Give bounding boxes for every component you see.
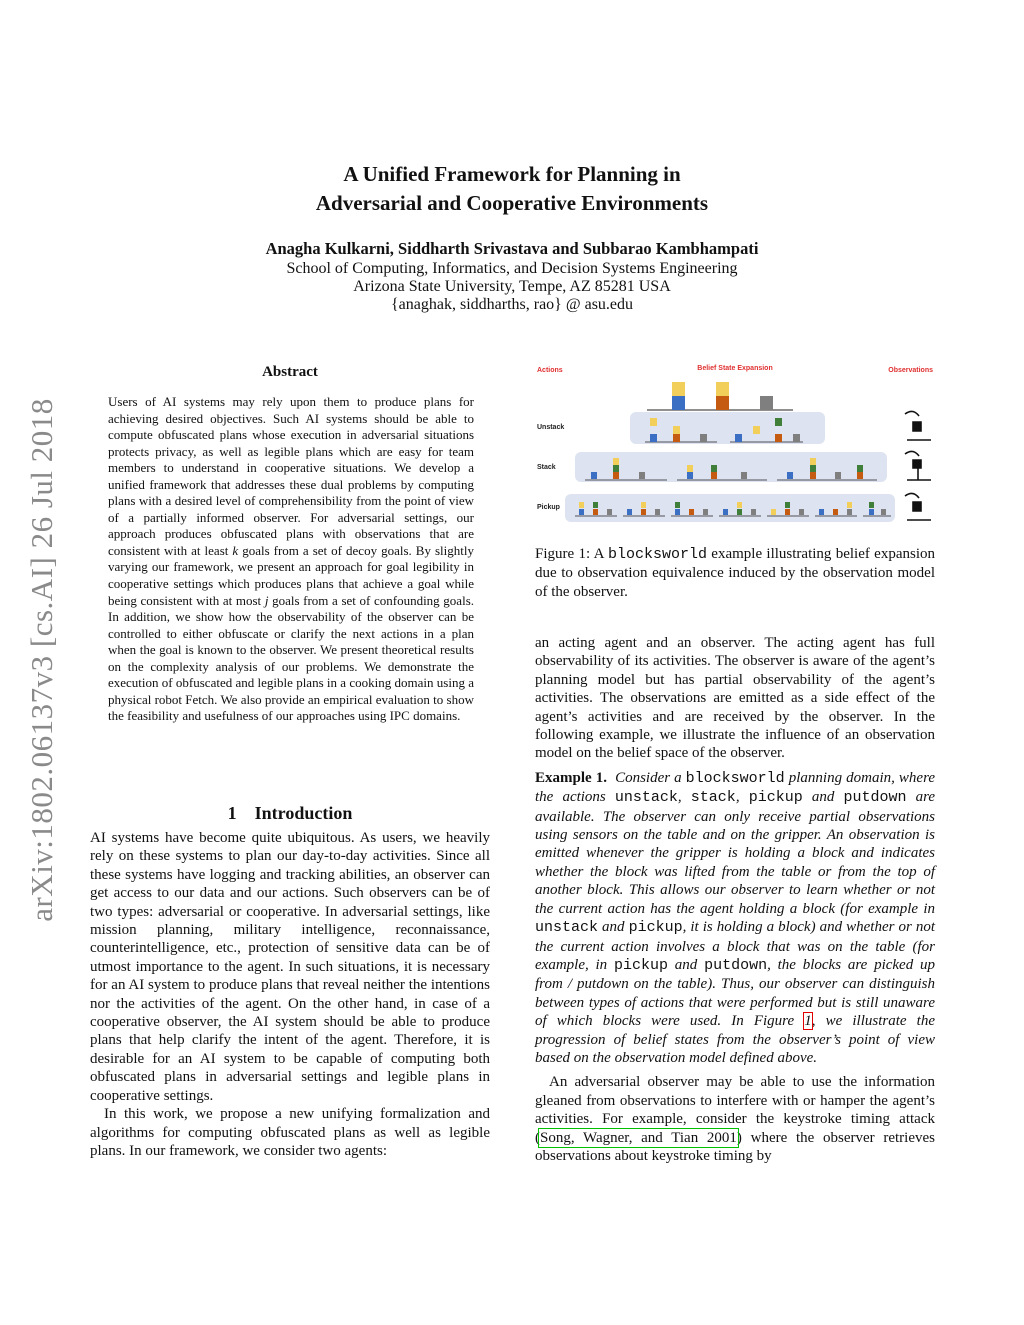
author-university: Arizona State University, Tempe, AZ 85281 USA — [353, 278, 671, 295]
section-heading-introduction — [90, 803, 490, 824]
ex-text-9: and — [667, 956, 705, 973]
belief-band-pickup — [565, 494, 895, 522]
ex-code-7: pickup — [628, 919, 683, 937]
abstract-body — [108, 394, 474, 725]
label-observations: Observations — [888, 367, 933, 374]
caption-code: blocksworld — [607, 546, 707, 563]
ex-code-2: unstack — [614, 789, 678, 807]
title-line-2: Adversarial and Cooperative Environments — [315, 191, 709, 215]
paper-title — [0, 160, 1024, 218]
author-block — [0, 240, 1024, 314]
caption-text-2: example illustrating belief expansion due to observation equivalence induced by the observation model of the observer. — [535, 546, 935, 600]
ex-text-5: and — [802, 789, 844, 806]
caption-text-1: Figure 1: A — [535, 546, 608, 562]
ex-text-7: and — [598, 919, 629, 936]
abstract-k: k — [232, 542, 239, 558]
ex-code-9: putdown — [704, 956, 768, 974]
arxiv-stamp — [22, 380, 62, 940]
abstract-text-2: goals from a set of decoy goals. By slightly varying our framework, we present an approach for goal legibility in cooperative settings which produces plans that achieve a goal while being consistent with at most — [108, 542, 474, 608]
right-paragraph-1: an acting agent and an observer. The acting agent has full observability of its activities. The observer is aware of the agent’s planning model but has partial observability of the agent’s activities. The observations are emitted as a side effect of the agent’s activities and are received by the observer. In the following example, we illustrate the influence of an observation model on the belief space of the observer. — [535, 635, 935, 762]
ex-code-1: blocksworld — [685, 769, 785, 787]
ex-text-10: , the blocks are picked up from / putdown on the table). Thus, our observer can distinguish between types of actions that were performed but is still unaware of which blocks were used. In Figure — [535, 956, 935, 1030]
ex-code-4: pickup — [748, 789, 803, 807]
row-label-pickup: Pickup — [537, 504, 560, 511]
ex-text-6: are available. The observer can only receive partial observations using sensors on the table and on the gripper. An observation is emitted whenever the gripper is holding a block and indicates whether the block was lifted from the table or from the top of another block. This allows our observer to learn whether or not the current action has the agent holding a block (for example in — [535, 789, 936, 917]
author-names: Anagha Kulkarni, Siddharth Srivastava and Subbarao Kambhampati — [265, 239, 759, 258]
abstract-text-1: Users of AI systems may rely upon them to produce plans for achieving desired objectives. Such AI systems should be able to compute obfuscated plans whose execution in adversarial situations protects privacy, as well as legible plans which are easy for team members to understand in cooperative situations. We develop a unified framework that addresses these dual problems by computing plans with a desired level of comprehensibility from the point of view of a partially informed observer. For adversarial settings, our approach produces obfuscated plans with observations that are consistent with at least — [108, 394, 474, 558]
abstract-text-3: goals from a set of confounding goals. In addition, we show how the observability of the observer can be controlled to either obfuscate or clarify the next actions in a plan when the goal is known to the observer. We present theoretical results on the complexity analysis of our problems. We demonstrate the execution of obfuscated and legible plans in a cooking domain using a physical robot Fetch. We also provide an empirical evaluation to show the feasibility and usefulness of our approaches using IPC domains. — [108, 592, 475, 724]
section-number: 1 — [227, 803, 237, 823]
abstract-heading: Abstract — [262, 364, 318, 380]
ex-code-3: stack — [690, 789, 736, 807]
intro-body — [90, 829, 490, 1160]
ex-code-8: pickup — [613, 956, 668, 974]
author-dept: School of Computing, Informatics, and Decision Systems Engineering — [286, 260, 738, 277]
belief-band-stack — [575, 452, 887, 482]
right-paragraph-3 — [535, 1073, 935, 1165]
label-actions: Actions — [537, 367, 563, 374]
p3-text-2: ) where the observer retrieves observations about keystroke timing by — [535, 1129, 935, 1164]
ex-code-6: unstack — [535, 919, 599, 937]
p3-text-1: An adversarial observer may be able to use the information gleaned from observations to interfere with or hamper the agent’s activities. For example, consider the keystroke timing attack ( — [535, 1074, 935, 1146]
label-belief-expansion: Belief State Expansion — [697, 365, 773, 372]
row-label-unstack: Unstack — [537, 424, 565, 431]
ex-text-2: planning domain, where the actions — [535, 769, 936, 806]
example-label: Example 1. — [535, 769, 607, 786]
figure-1-caption — [535, 545, 935, 601]
right-column-body — [535, 634, 935, 1165]
abstract-j: j — [264, 592, 269, 608]
belief-band-unstack — [630, 412, 825, 444]
ex-code-5: putdown — [843, 789, 907, 807]
intro-paragraph-1: AI systems have become quite ubiquitous. As users, we heavily rely on these systems to plan our day-to-day activities. Since all these systems have logging and tracking abilities, an observer can get access to our data and our actions. Such observers can be of two types: adversarial or cooperative. In adversarial settings, like mission planning, military intelligence, reconnaissance, counterintelligence, etc., protection of sensitive data can be of utmost importance to the agent. In such situations, it is necessary for an AI system to produce plans that reveal neither the intentions nor the activities of the agent. On the other hand, in case of a cooperative observer, the AI system should be able to produce plans that help clarify the intent of the agent. Therefore, it is desirable for an AI system to be capable of computing both obfuscated plans in adversarial settings and legible plans in cooperative settings. — [90, 830, 490, 1104]
ex-text-4: , — [735, 789, 749, 806]
author-email: {anaghak, siddharths, rao} @ asu.edu — [390, 296, 634, 313]
ex-text-3: , — [677, 789, 691, 806]
figure-1-belief-expansion — [535, 356, 935, 526]
example-1 — [535, 769, 935, 1068]
intro-paragraph-2: In this work, we propose a new unifying formalization and algorithms for computing obfuscated plans as well as legible plans. In our framework, we consider two agents: — [90, 1106, 490, 1159]
title-line-1: A Unified Framework for Planning in — [343, 162, 681, 186]
arxiv-id: arXiv:1802.06137v3 [cs.AI] 26 Jul 2018 — [24, 398, 59, 922]
ex-text-11: , we illustrate the progression of belief states from the observer’s point of view based on the observation model defined above. — [535, 1013, 935, 1066]
citation-song-2001[interactable]: Song, Wagner, and Tian 2001 — [540, 1129, 737, 1146]
ex-text-1: Consider a — [615, 769, 686, 786]
row-label-stack: Stack — [537, 464, 556, 471]
ex-text-8: , it is holding a block) and whether or not the current action involves a block that was on the table (for example, in — [535, 919, 936, 973]
gripper-icon — [905, 411, 931, 520]
section-title: Introduction — [254, 803, 353, 823]
figure-1-link[interactable]: 1 — [804, 1013, 812, 1030]
initial-state — [647, 382, 793, 410]
